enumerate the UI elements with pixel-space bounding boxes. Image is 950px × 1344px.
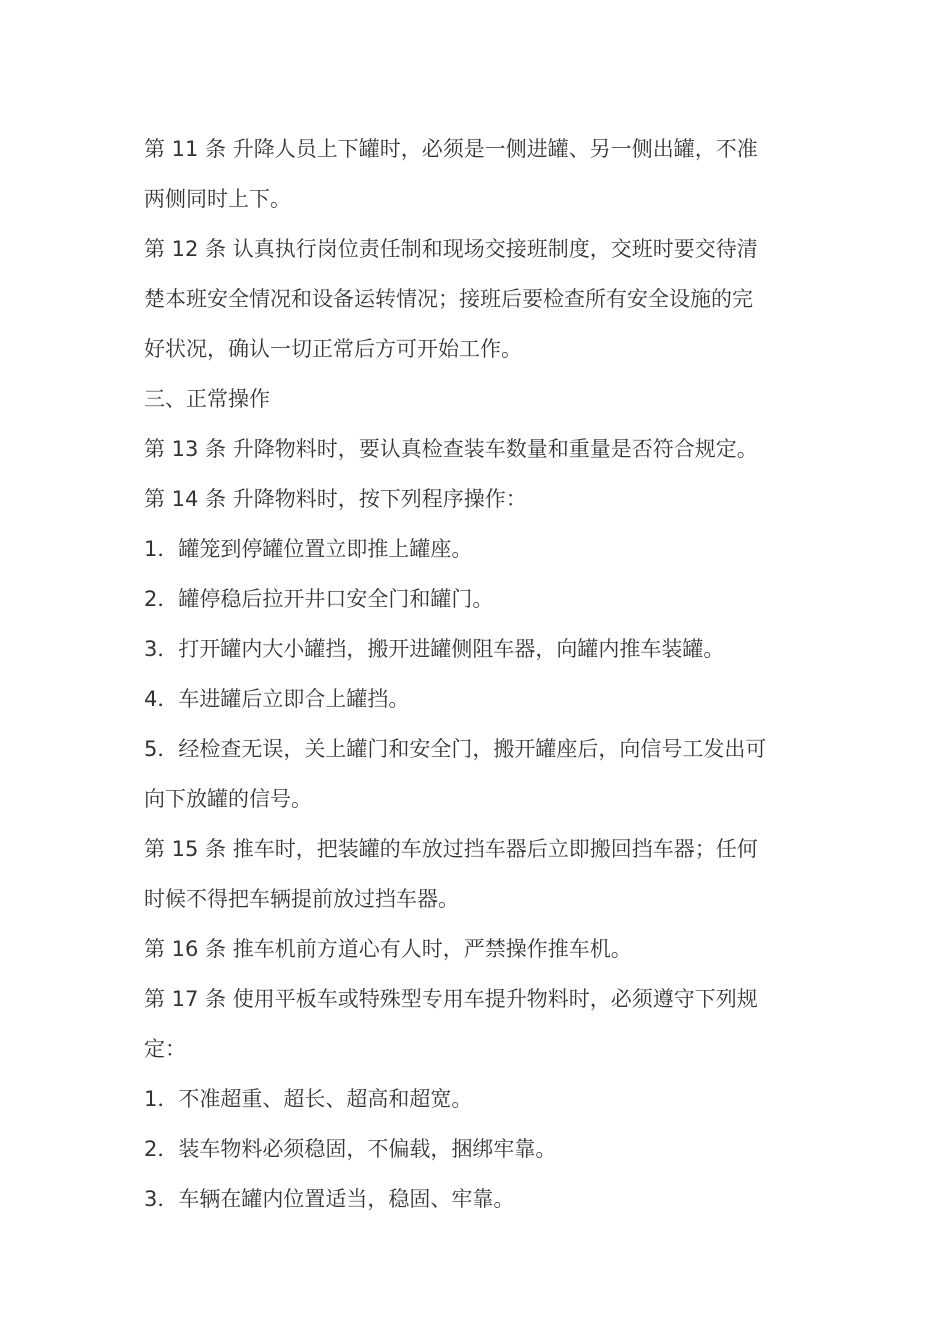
article-15-line-2: 时候不得把车辆提前放过挡车器。	[144, 887, 459, 911]
article-16: 第 16 条 推车机前方道心有人时，严禁操作推车机。	[144, 937, 632, 961]
article-13: 第 13 条 升降物料时，要认真检查装车数量和重量是否符合规定。	[144, 437, 758, 461]
article-14-step-3: 3．打开罐内大小罐挡，搬开进罐侧阻车器，向罐内推车装罐。	[144, 637, 725, 661]
article-12-line-1: 第 12 条 认真执行岗位责任制和现场交接班制度，交班时要交待清	[144, 237, 758, 261]
document-body	[144, 124, 816, 1224]
article-14: 第 14 条 升降物料时，按下列程序操作：	[144, 487, 527, 511]
section-heading-normal-operation: 三、正常操作	[144, 387, 270, 411]
article-12-line-3: 好状况，确认一切正常后方可开始工作。	[144, 337, 522, 361]
article-17-item-1: 1．不准超重、超长、超高和超宽。	[144, 1087, 473, 1111]
article-17-item-3: 3．车辆在罐内位置适当，稳固、牢靠。	[144, 1187, 515, 1211]
article-17-line-2: 定：	[144, 1037, 186, 1061]
article-14-step-2: 2．罐停稳后拉开井口安全门和罐门。	[144, 587, 494, 611]
article-11-line-1: 第 11 条 升降人员上下罐时，必须是一侧进罐、另一侧出罐，不准	[144, 137, 758, 161]
article-17-item-2: 2．装车物料必须稳固，不偏载，捆绑牢靠。	[144, 1137, 557, 1161]
article-11-line-2: 两侧同时上下。	[144, 187, 291, 211]
article-14-step-5-line-1: 5．经检查无误，关上罐门和安全门，搬开罐座后，向信号工发出可	[144, 737, 767, 761]
article-12-line-2: 楚本班安全情况和设备运转情况；接班后要检查所有安全设施的完	[144, 287, 753, 311]
article-15-line-1: 第 15 条 推车时，把装罐的车放过挡车器后立即搬回挡车器；任何	[144, 837, 758, 861]
article-14-step-5-line-2: 向下放罐的信号。	[144, 787, 312, 811]
article-17-line-1: 第 17 条 使用平板车或特殊型专用车提升物料时，必须遵守下列规	[144, 987, 758, 1011]
article-14-step-1: 1．罐笼到停罐位置立即推上罐座。	[144, 537, 473, 561]
article-14-step-4: 4．车进罐后立即合上罐挡。	[144, 687, 410, 711]
